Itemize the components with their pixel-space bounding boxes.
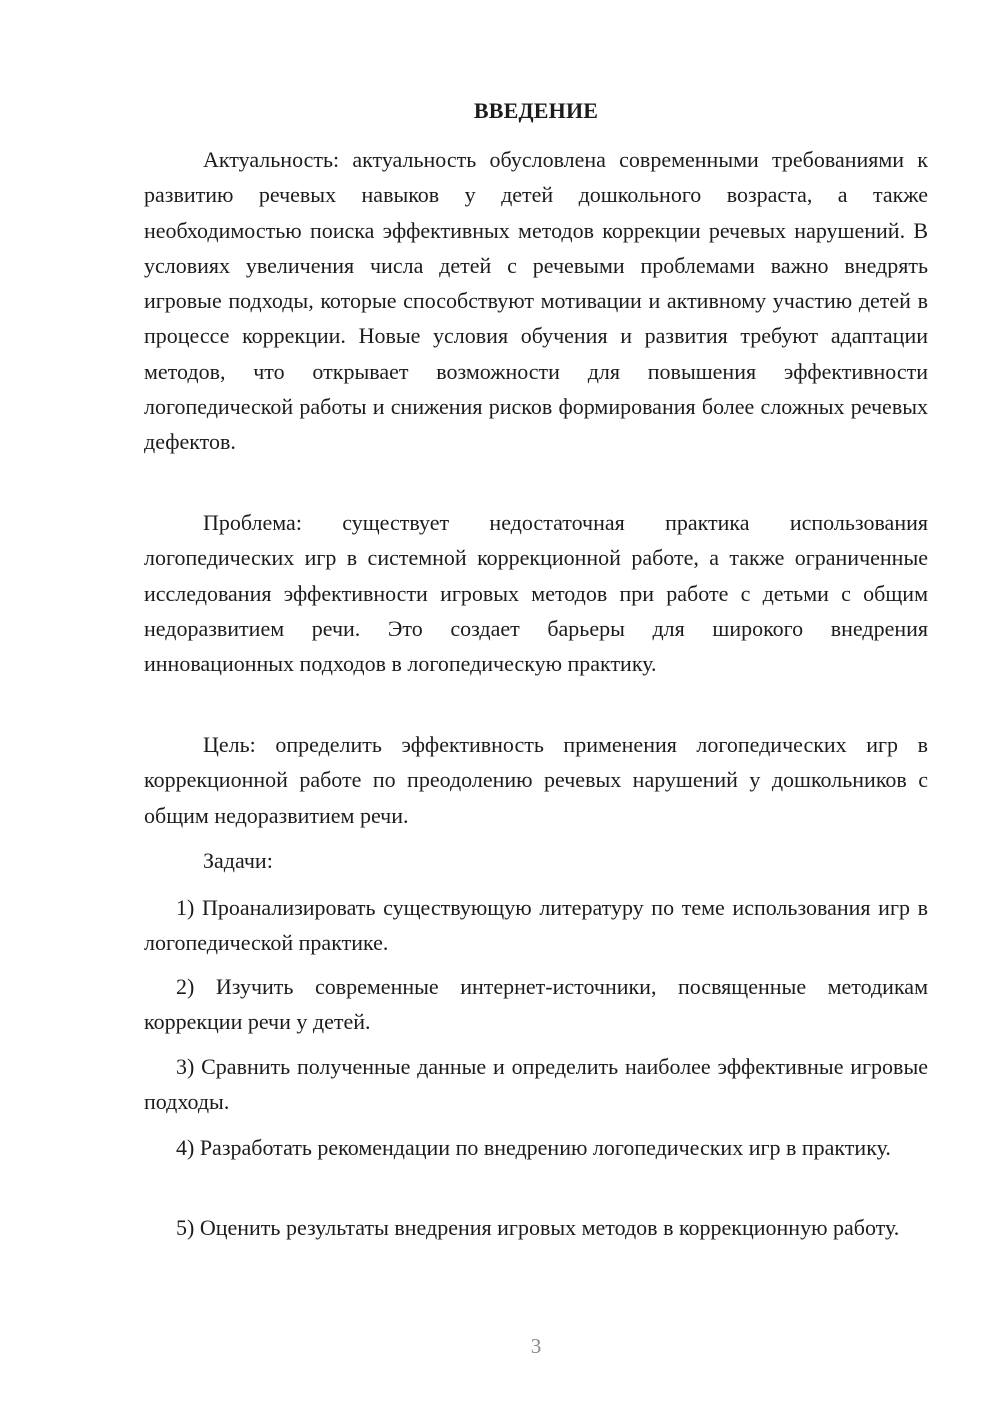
tasks-heading: Задачи: — [203, 848, 273, 873]
paragraph-goal: Цель: определить эффективность применения логопедических игр в коррекционной работе по преодолению речевых нарушений у дошкольников с общим недоразвитием речи. — [144, 732, 928, 828]
page-title: ВВЕДЕНИЕ — [473, 98, 599, 123]
page-number: 3 — [530, 1334, 542, 1358]
task-item-5: 5) Оценить результаты внедрения игровых методов в коррекционную работу. — [176, 1215, 900, 1240]
paragraph-actuality: Актуальность: актуальность обусловлена современными требованиями к развитию речевых навыков у детей дошкольного возраста, а также необходимостью поиска эффективных методов коррекции речевых нарушений. В условиях увеличения числа детей с речевыми проблемами важно внедрять игровые подходы, которые способствуют мотивации и активному участию детей в процессе коррекции. Новые условия обучения и развития требуют адаптации методов, что открывает возможности для повышения эффективности логопедической работы и снижения рисков формирования более сложных речевых дефектов. — [144, 147, 928, 455]
task-item-2: 2) Изучить современные интернет-источники, посвященные методикам коррекции речи у детей. — [144, 974, 928, 1035]
task-item-4: 4) Разработать рекомендации по внедрению логопедических игр в практику. — [176, 1135, 891, 1160]
task-item-1: 1) Проанализировать существующую литературу по теме использования игр в логопедической практике. — [144, 895, 928, 956]
task-item-3: 3) Сравнить полученные данные и определить наиболее эффективные игровые подходы. — [144, 1054, 928, 1115]
paragraph-problem: Проблема: существует недостаточная практика использования логопедических игр в системной коррекционной работе, а также ограниченные исследования эффективности игровых методов при работе с детьми с общим недоразвитием речи. Это создает барьеры для широкого внедрения инновационных подходов в логопедическую практику. — [144, 510, 928, 677]
document-page — [144, 0, 928, 1414]
